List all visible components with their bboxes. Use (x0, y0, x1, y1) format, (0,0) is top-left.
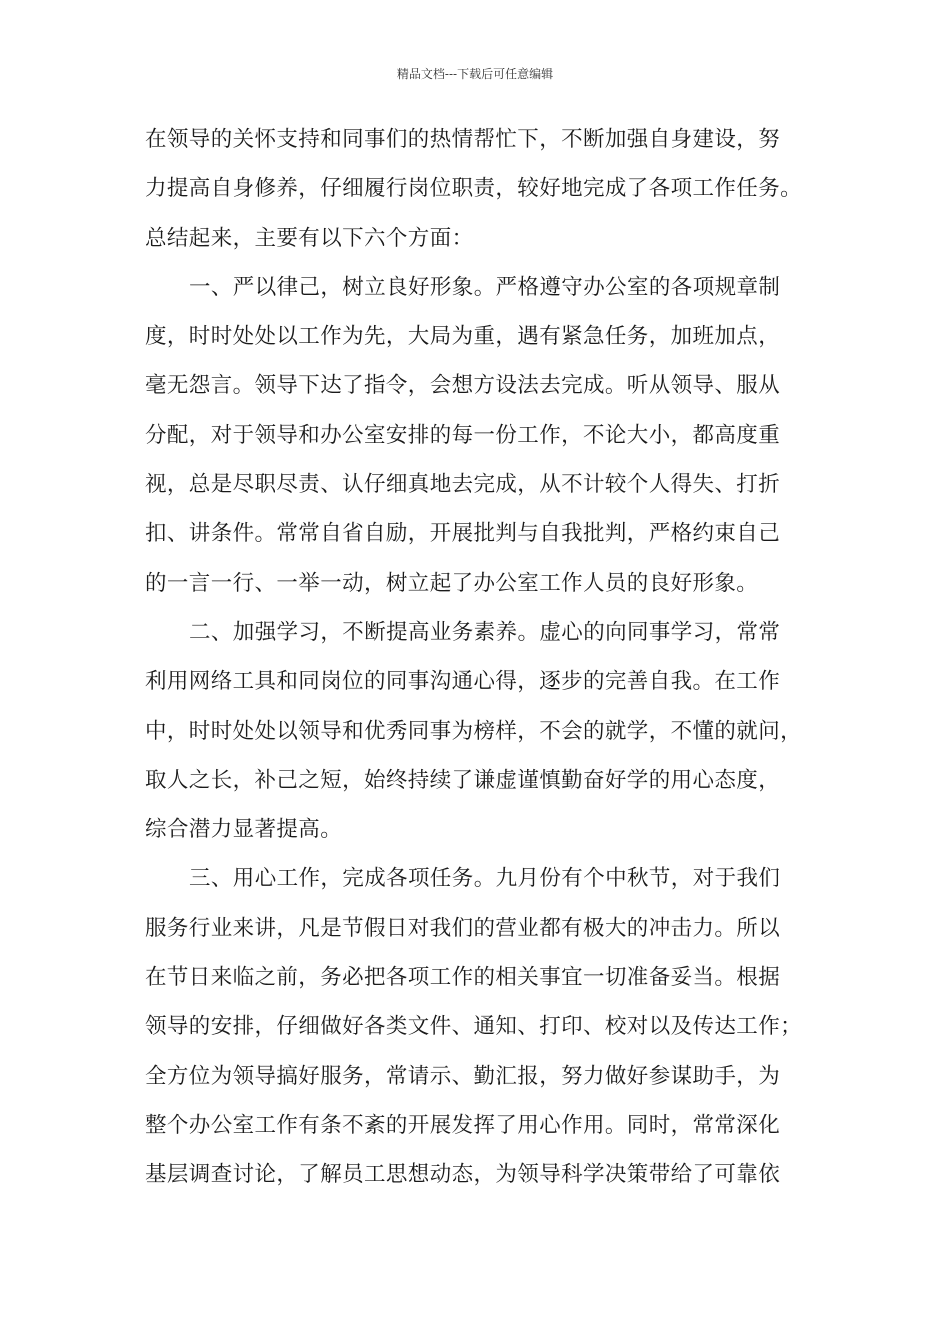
text-line: 度，时时处处以工作为先，大局为重，遇有紧急任务，加班加点， (145, 324, 781, 350)
text-line: 的一言一行、一举一动，树立起了办公室工作人员的良好形象。 (145, 570, 759, 596)
text-line: 在领导的关怀支持和同事们的热情帮忙下，不断加强自身建设，努 (145, 127, 781, 152)
text-line: 毫无怨言。领导下达了指令，会想方设法去完成。听从领导、服从 (145, 373, 781, 399)
section-heading-line: 二、加强学习，不断提高业务素养。虚心的向同事学习，常常 (189, 619, 781, 645)
text-line: 基层调查讨论，了解员工思想动态，为领导科学决策带给了可靠依 (145, 1162, 781, 1188)
text-line: 全方位为领导搞好服务，常请示、勤汇报，努力做好参谋助手，为 (145, 1063, 781, 1089)
text-line: 力提高自身修养，仔细履行岗位职责，较好地完成了各项工作任务。 (145, 176, 803, 202)
text-line: 利用网络工具和同岗位的同事沟通心得，逐步的完善自我。在工作 (145, 669, 781, 695)
text-line: 服务行业来讲，凡是节假日对我们的营业都有极大的冲击力。所以 (145, 915, 781, 941)
text-line: 分配，对于领导和办公室安排的每一份工作，不论大小，都高度重 (145, 422, 781, 448)
page-header: 精品文档---下载后可任意编辑 (396, 67, 554, 81)
section-heading-line: 三、用心工作，完成各项任务。九月份有个中秋节，对于我们 (189, 866, 781, 892)
text-line: 扣、讲条件。常常自省自励，开展批判与自我批判，严格约束自己 (145, 521, 781, 547)
text-line: 中，时时处处以领导和优秀同事为榜样，不会的就学，不懂的就问， (145, 718, 803, 744)
text-line: 在节日来临之前，务必把各项工作的相关事宜一切准备妥当。根据 (145, 965, 781, 991)
text-line: 整个办公室工作有条不紊的开展发挥了用心作用。同时，常常深化 (145, 1112, 781, 1138)
text-line: 视，总是尽职尽责、认仔细真地去完成，从不计较个人得失、打折 (145, 472, 781, 498)
document-body (145, 128, 810, 1213)
text-line: 取人之长，补己之短，始终持续了谦虚谨慎勤奋好学的用心态度， (145, 767, 781, 793)
section-heading-line: 一、严以律己，树立良好形象。严格遵守办公室的各项规章制 (189, 274, 781, 300)
text-line: 综合潜力显著提高。 (145, 817, 343, 843)
text-line: 领导的安排，仔细做好各类文件、通知、打印、校对以及传达工作； (145, 1014, 803, 1040)
text-line: 总结起来，主要有以下六个方面： (145, 225, 474, 251)
